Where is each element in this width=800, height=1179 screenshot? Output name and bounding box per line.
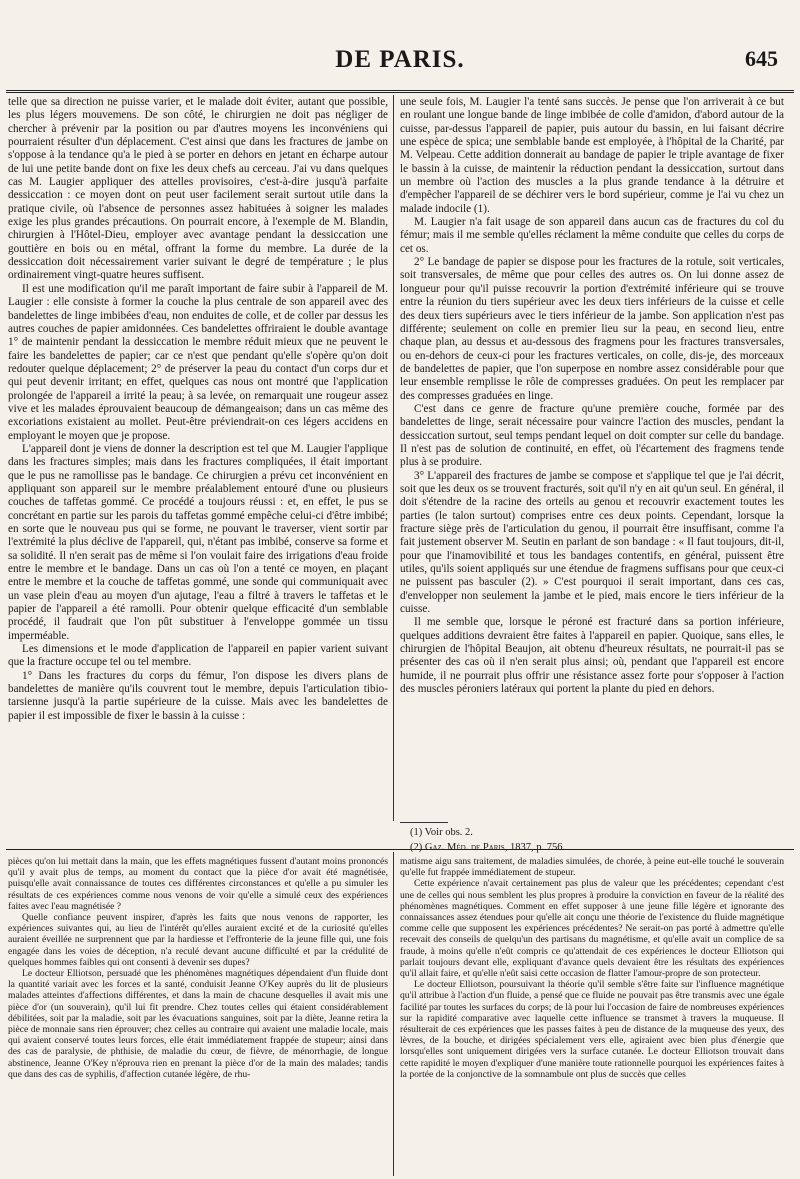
paragraph: M. Laugier n'a fait usage de son appareil dans aucun cas de fractures du col du fémur; mais il me semble qu'elles réclament la même conduite que celles du corps de cet os. bbox=[400, 216, 784, 255]
footnote-2-journal: Gaz. Méd. de Paris bbox=[424, 841, 505, 853]
column-divider bbox=[393, 95, 394, 821]
paragraph: 3° L'appareil des fractures de jambe se compose et s'applique tel que je l'ai décrit, soit que les deux os se trouvent fracturés, soit qu'il n'y en ait qu'un seul. En général, il doit s'étendre de la racine des orteils au genou et recouvrir exactement toutes les parties (le talon surtout) comprises entre ces deux points. Cependant, lorsque la fracture siège près de l'articulation du genou, il pourrait être insuffisant, comme l'a fait justement observer M. Seutin en parlant de son bandage : « Il faut toujours, dit-il, pour que l'inamovibilité et tous les bandages contentifs, en général, puissent être utiles, qu'ils soient appliqués sur une étendue de fragmens suffisans pour que ceux-ci ne puissent pas basculer (2). » C'est pourquoi il serait important, dans ces cas, d'envelopper non seulement la jambe et le pied, mais encore le tiers inférieur de la cuisse. bbox=[400, 469, 784, 616]
upper-right-column bbox=[400, 96, 784, 802]
footnote-rule bbox=[400, 822, 448, 823]
paragraph: matisme aigu sans traitement, de maladies simulées, de chorée, à peine eut-elle touché le souverain qu'elle fut frappée immédiatement de stupeur. bbox=[400, 856, 784, 879]
footnotes bbox=[410, 826, 780, 855]
paragraph: Il me semble que, lorsque le péroné est fracturé dans sa portion inférieure, quelques additions devraient être faites à l'appareil en papier. Quoique, sans elles, le chirurgien de l'hôpital Beaujon, ait obtenu d'heureux résultats, ne pourrait-il pas se présenter des cas où il n'en serait plus ainsi; où, pendant que l'appareil est encore humide, il ne pourrait plus offrir une résistance assez forte pour s'opposer à l'action des muscles péroniers latéraux qui portent la plante du pied en dehors. bbox=[400, 616, 784, 696]
running-title: DE PARIS. bbox=[335, 46, 465, 73]
footnote-2-prefix: (2) bbox=[410, 841, 425, 853]
paragraph: 1° Dans les fractures du corps du fémur, l'on dispose les divers plans de bandelettes de manière qu'ils couvrent tout le membre, depuis l'articulation tibio-tarsienne jusqu'à la partie supérieure de la cuisse. Mais avec les bandelettes de papier il est impossible de fixer le bassin à la cuisse : bbox=[8, 669, 388, 722]
header-rule bbox=[6, 90, 794, 93]
paragraph: 2° Le bandage de papier se dispose pour les fractures de la rotule, soit verticales, soit transversales, de même que pour celles des autres os. On lui donne assez de longueur pour qu'il puisse recouvrir la portion d'extrémité inférieure qui se trouve entre la réunion du tiers supérieur avec les deux tiers inférieurs de la cuisse et celle des deux tiers supérieurs avec le tiers inférieur de la jambe. Son application n'est pas différente; seulement on colle en premier lieu sur la peau, en second lieu, entre chaque plan, au dessus et au-dessous des fragmens pour les fractures transversales, ou en-dehors de ceux-ci pour les fractures verticales, on colle, dis-je, des morceaux de bandelettes de papier, que l'on superpose en nombre assez considérable pour que leur ensemble remplisse le rôle de compresses graduées. On peut les remplacer par des compresses graduées en linge. bbox=[400, 256, 784, 402]
paragraph: Il est une modification qu'il me paraît important de faire subir à l'appareil de M. Laugier : elle consiste à former la couche la plus centrale de son appareil avec des bandelettes de linge imbibées d'eau, non enduites de colle, et de coller par dessus les autres couches de papier amidonnées. Ces bandelettes offriraient le double avantage 1° de maintenir pendant la dessiccation le membre réduit mieux que ne peuvent le faire les bandelettes de papier; car ce n'est que pendant qu'elle s'opère qu'on doit redouter quelque déplacement; 2° de préserver la peau du contact d'un corps dur et qui peut devenir irritant; en effet, quelques cas nous ont montré que l'application prolongée de l'appareil a irrité la peau; à sa levée, on remarquait une rougeur assez vive et les malades éprouvaient beaucoup de démangeaison; dans un cas même des excoriations existaient au mollet. Peut-être préviendrait-on ces légers accidens en employant le moyen que je propose. bbox=[8, 282, 388, 442]
paragraph: Le docteur Elliotson, poursuivant la théorie qu'il semble s'être faite sur l'influence magnétique qu'il attribue à l'action d'un fluide, a pensé que ce fluide ne pouvait pas être transmis avec une égale facilité par toutes les surfaces du corps; de là pour lui l'occasion de faire de nombreuses expériences sur la rapidité comparative avec laquelle cette influence se transmet à travers la muqueuse. Il résulterait de ces expériences que les passes faites à peu de distance de la muqueuse des yeux, des lèvres, de la bouche, et dirigées spécialement vers elle, agiraient avec bien plus d'énergie que lorsqu'elles sont uniquement dirigées vers la surface cutanée. Le docteur Elliotson trouvait dans cette rapidité le moyen d'expliquer d'une manière toute rationnelle pourquoi les expériences faites à la portée de la conjonctive de la somnambule ont plus de succès que celles bbox=[400, 979, 784, 1080]
feuilleton-rule bbox=[6, 849, 794, 850]
paragraph: une seule fois, M. Laugier l'a tenté sans succès. Je pense que l'on arriverait à ce but en roulant une longue bande de linge imbibée de colle d'amidon, d'abord autour de la cuisse, par-dessus l'appareil de papier, puis autour du bassin, en lui faisant décrire une espèce de spica; une semblable bande est employée, à l'hôpital de la Charité, par M. Velpeau. Cette addition donnerait au bandage de papier le triple avantage de fixer le bassin à la cuisse, de maintenir la réduction pendant la dessiccation, surtout dans un membre où l'action des muscles a la plus grande tendance à la détruire et d'empêcher l'appareil de se déchirer vers le bord supérieur, comme je l'ai vu chez un malade indocile (1). bbox=[400, 96, 784, 215]
column-divider bbox=[393, 852, 394, 1176]
paragraph: L'appareil dont je viens de donner la description est tel que M. Laugier l'applique dans les fractures simples; mais dans les fractures compliquées, il était important que le pus ne ramollisse pas le bandage. Ce chirurgien a prévu cet inconvénient en appliquant son appareil sur le membre préalablement entouré d'une ou plusieurs couches de taffetas gommé. Ce procédé a toujours réussi : et, en effet, le pus se concrétant en partie sur les parois du taffetas gommé empêche celui-ci d'être imbibé; en sorte que le nouveau pus qui se forme, ne pouvant le traverser, vient sortir par l'extrémité la plus déclive de l'appareil, qui, n'étant pas imbibé, conserve sa forme et sa solidité. Il n'en serait pas de même si l'on voulait faire des irrigations d'eau froide entre le membre et le bandage. Dans un cas où l'on a tenté ce moyen, en plaçant entre le membre et la couche de taffetas gommé, une sonde qui communiquait avec un vase plein d'eau au moyen d'un ajutage, l'eau a filtré à travers le taffetas et le papier de l'appareil a été ramolli. Pour obtenir quelque efficacité d'un semblable procédé, il faudrait que l'on pût substituer à l'enveloppe gommée un tissu imperméable. bbox=[8, 442, 388, 642]
paragraph: pièces qu'on lui mettait dans la main, que les effets magnétiques fussent d'autant moins prononcés qu'il y avait plus de temps, au moment du contact que la pièce d'or avait été magnétisée, puisqu'elle avait connaissance de toutes ces différentes circonstances et qu'elle a pu simuler les résultats de ces expériences comme nous venons de voir qu'elle a simulé ceux des expériences faites avec l'eau magnétisée ? bbox=[8, 856, 388, 912]
paragraph: telle que sa direction ne puisse varier, et le malade doit éviter, autant que possible, les plus légers mouvemens. De son côté, le chirurgien ne doit pas négliger de chercher à prévenir par la position ou par d'autres moyens les inconvéniens qui pourraient résulter d'un déplacement. C'est ainsi que dans les fractures de jambe on s'oppose à la tendance qu'a le pied à se porter en dehors en jetant en écharpe autour de lui une petite bande dont on fixe les deux chefs au cerceau. J'ai vu dans quelques cas M. Laugier appliquer des attelles provisoires, c'est-à-dire jusqu'à parfaite dessiccation : ce moyen dont on peut user facilement serait surtout utile dans la pratique civile, où l'absence de personnes assez habituées à soigner les malades exige les plus grandes précautions. On pourrait encore, à l'exemple de M. Blandin, chirurgien à l'Hôtel-Dieu, employer avec avantage pendant la dessiccation une gouttière en bois ou en métal, offrant la forme du membre. La durée de la dessiccation doit nécessairement varier suivant le degré de température ; le plus ordinairement vingt-quatre heures suffisent. bbox=[8, 96, 388, 282]
paragraph: Quelle confiance peuvent inspirer, d'après les faits que nous venons de rapporter, les expériences suivantes qui, au lieu de l'intérêt qu'elles auraient excité et de la curiosité qu'elles auraient éveillée ne surprennent que par la hardiesse et l'effronterie de la jeune fille qui, une fois engagée dans les voies de déception, n'a reculé devant aucune difficulté et par la crédulité de quelques hommes faibles qui ont consenti à devenir ses dupes? bbox=[8, 912, 388, 968]
paragraph: Cette expérience n'avait certainement pas plus de valeur que les précédentes; cependant c'est une de celles qui nous semblent les plus propres à produire la conviction en faveur de la réalité des phénomènes magnétiques. Comment en effet supposer à une jeune fille légère et ignorante des connaissances assez étendues pour qu'elle ait conçu une théorie de l'existence du fluide magnétique comme celle que supposent les expériences précédentes? Ne serait-on pas porté à admettre qu'elle recevait des conseils de quelqu'un des partisans du magnétisme, et qu'elle avait un complice de sa fraude, à moins qu'elle n'eût compris ce qu'attendait de ces expériences le docteur Elliotson qui parlait toujours devant elle, expliquant d'avance quels devaient être les résultats des expériences qu'il allait faire, et qu'elle n'eût saisi cette occasion de flatter l'amour-propre de son protecteur. bbox=[400, 878, 784, 980]
footnote-2-suffix: , 1837, p. 756. bbox=[504, 841, 566, 853]
footnote-1: (1) Voir obs. 2. bbox=[410, 827, 473, 838]
lower-left-column bbox=[8, 856, 388, 1176]
upper-left-column bbox=[8, 96, 388, 802]
paragraph: Le docteur Elliotson, persuadé que les phénomènes magnétiques dépendaient d'un fluide dont la quantité variait avec les forces et la santé, conduisit Jeanne O'Key auprès du lit de plusieurs malades atteintes d'affections différentes, et dans la main de chacune desquelles il avait mis une pièce d'or (un souverain), qu'il lui fit prendre. Chez toutes celles qui étaient considérablement débilitées, soit par la maladie, soit par les évacuations sanguines, soit par la diète, Jeanne retira la pièce de monnaie sans rien éprouver; chez celles au contraire qui avaient une maladie locale, mais qui avaient conservé toutes leurs forces, elle était immédiatement frappée de stupeur; ainsi dans des cas de paralysie, de phthisie, de maladie du cœur, de fièvre, de ménorrhagie, de longue abstinence, Jeanne O'Key n'éprouva rien en prenant la pièce d'or de la main des malades; tandis que dans des cas de syphilis, d'affection cutanée légère, de rhu- bbox=[8, 968, 388, 1080]
page-number: 645 bbox=[745, 46, 778, 71]
paragraph: C'est dans ce genre de fracture qu'une première couche, formée par des bandelettes de linge, serait nécessaire pour vaincre l'action des muscles, pendant la dessiccation surtout, seul temps pendant lequel on doit compter sur celle du bandage. Il n'est pas de solution de continuité, en effet, où l'écartement des fragmens tende plus à se produire. bbox=[400, 402, 784, 469]
footnote-2 bbox=[410, 841, 780, 856]
page-header bbox=[10, 46, 790, 76]
paragraph: Les dimensions et le mode d'application de l'appareil en papier varient suivant que la fracture occupe tel ou tel membre. bbox=[8, 643, 388, 669]
lower-right-column bbox=[400, 856, 784, 1176]
